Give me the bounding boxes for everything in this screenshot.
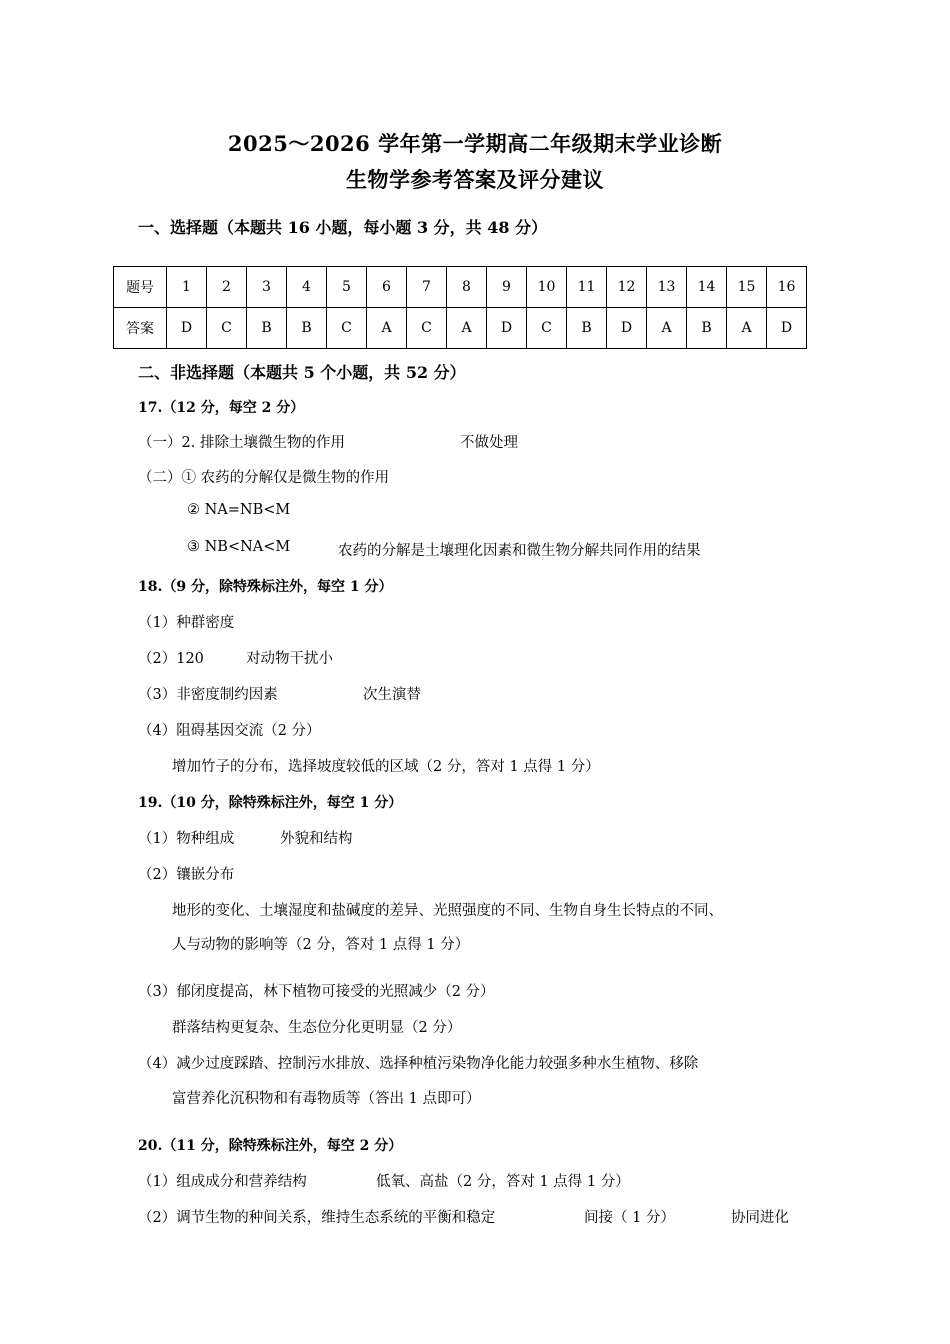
question-number: 11 <box>567 267 607 308</box>
answer-line: 不做处理 <box>460 435 518 451</box>
answer-cell: C <box>327 308 367 349</box>
document-title: 2025～2026 学年第一学期高二年级期末学业诊断 <box>227 131 723 156</box>
answer-line: 人与动物的影响等（2 分，答对 1 点得 1 分） <box>172 937 470 953</box>
question-number: 1 <box>167 267 207 308</box>
answer-cell: A <box>367 308 407 349</box>
answer-line: （2）调节生物的种间关系，维持生态系统的平衡和稳定 <box>138 1210 496 1226</box>
answer-line: （1）物种组成 <box>138 831 235 847</box>
answer-line: （二）① 农药的分解仅是微生物的作用 <box>138 470 390 486</box>
answer-line: （4）减少过度踩踏、控制污水排放、选择种植污染物净化能力较强多种水生植物、移除 <box>138 1056 699 1072</box>
answer-line: 次生演替 <box>363 687 421 703</box>
answer-line: 农药的分解是土壤理化因素和微生物分解共同作用的结果 <box>338 543 701 559</box>
answer-line: （1）组成成分和营养结构 <box>138 1174 307 1190</box>
question-19-heading: 19.（10 分，除特殊标注外，每空 1 分） <box>138 795 403 811</box>
answer-cell: C <box>527 308 567 349</box>
question-number: 2 <box>207 267 247 308</box>
answer-cell: D <box>487 308 527 349</box>
answer-cell: C <box>207 308 247 349</box>
question-number: 5 <box>327 267 367 308</box>
answer-cell: B <box>287 308 327 349</box>
answer-cell: D <box>167 308 207 349</box>
answer-line: 地形的变化、土壤湿度和盐碱度的差异、光照强度的不同、生物自身生长特点的不同、 <box>172 903 723 919</box>
question-number: 13 <box>647 267 687 308</box>
question-20-heading: 20.（11 分，除特殊标注外，每空 2 分） <box>138 1138 403 1154</box>
answer-line: ③ NB<NA<M <box>187 539 291 555</box>
question-number: 8 <box>447 267 487 308</box>
answer-line: 对动物干扰小 <box>246 651 333 667</box>
question-17-heading: 17.（12 分，每空 2 分） <box>138 400 305 416</box>
answer-table <box>113 266 807 349</box>
question-number: 14 <box>687 267 727 308</box>
table-row-answers <box>114 308 807 349</box>
question-number: 12 <box>607 267 647 308</box>
answer-cell: A <box>647 308 687 349</box>
answer-line: （3）郁闭度提高，林下植物可接受的光照减少（2 分） <box>138 984 495 1000</box>
answer-line: （3）非密度制约因素 <box>138 687 278 703</box>
answer-line: 外貌和结构 <box>280 831 353 847</box>
document-subtitle: 生物学参考答案及评分建议 <box>346 167 604 192</box>
question-number: 10 <box>527 267 567 308</box>
question-number: 7 <box>407 267 447 308</box>
table-row-numbers <box>114 267 807 308</box>
answer-line: 增加竹子的分布，选择坡度较低的区域（2 分，答对 1 点得 1 分） <box>172 759 600 775</box>
answer-line: ② NA=NB<M <box>187 502 291 518</box>
answer-line: 富营养化沉积物和有毒物质等（答出 1 点即可） <box>172 1091 481 1107</box>
answer-line: 间接（ 1 分） <box>584 1210 675 1226</box>
answer-cell: B <box>687 308 727 349</box>
answer-cell: D <box>767 308 807 349</box>
question-number: 16 <box>767 267 807 308</box>
question-number: 4 <box>287 267 327 308</box>
answer-cell: A <box>727 308 767 349</box>
answer-line: 群落结构更复杂、生态位分化更明显（2 分） <box>172 1020 462 1036</box>
question-number: 6 <box>367 267 407 308</box>
answer-line: （2）镶嵌分布 <box>138 867 235 883</box>
question-number: 9 <box>487 267 527 308</box>
answer-cell: D <box>607 308 647 349</box>
answer-cell: B <box>247 308 287 349</box>
answer-cell: B <box>567 308 607 349</box>
question-number: 3 <box>247 267 287 308</box>
answer-line: 协同进化 <box>731 1210 789 1226</box>
answer-cell: C <box>407 308 447 349</box>
answer-line: （4）阻碍基因交流（2 分） <box>138 723 321 739</box>
question-number: 15 <box>727 267 767 308</box>
question-18-heading: 18.（9 分，除特殊标注外，每空 1 分） <box>138 579 393 595</box>
answer-cell: A <box>447 308 487 349</box>
answer-line: （一）2. 排除土壤微生物的作用 <box>138 435 345 451</box>
row-label-number: 题号 <box>114 267 167 308</box>
answer-line: 低氧、高盐（2 分，答对 1 点得 1 分） <box>376 1174 630 1190</box>
answer-line: （1）种群密度 <box>138 615 235 631</box>
answer-line: （2）120 <box>138 651 204 667</box>
section-heading-nonchoice: 二、非选择题（本题共 5 个小题，共 52 分） <box>138 363 466 382</box>
row-label-answer: 答案 <box>114 308 167 349</box>
section-heading-choice: 一、选择题（本题共 16 小题，每小题 3 分，共 48 分） <box>138 218 548 237</box>
